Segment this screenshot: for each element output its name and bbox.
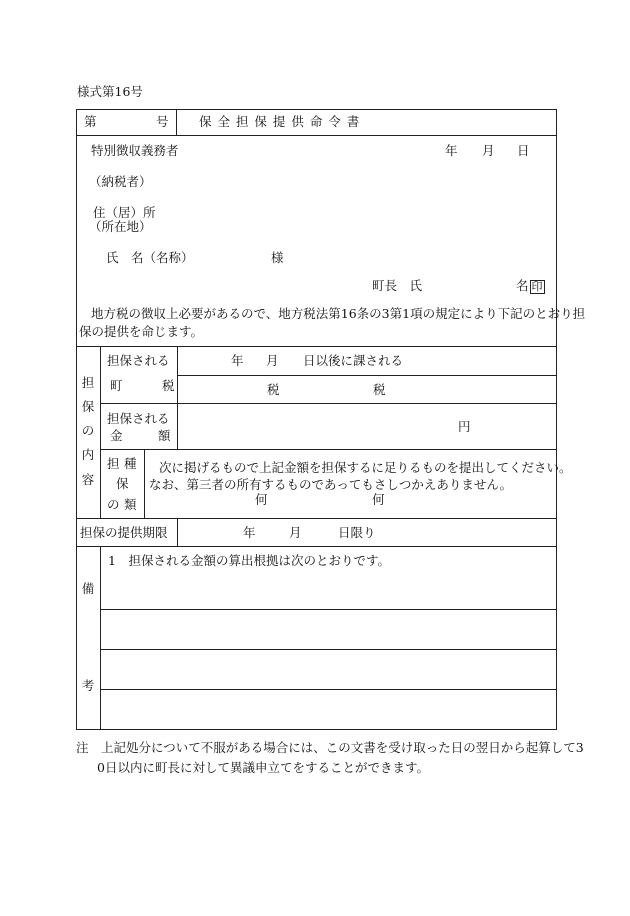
tax-label-char: 税 (162, 378, 175, 393)
amount-label-char: 金 (110, 428, 123, 443)
amount-label-line-1: 担保される (107, 411, 170, 426)
date-year: 年 (445, 143, 458, 158)
issuer-name-suffix (516, 280, 545, 294)
recipient-address: 住（居）所 (93, 205, 156, 220)
deadline-label: 担保の提供期限 (80, 525, 168, 540)
security-section-char: の (81, 423, 95, 438)
kind-text-line-2: なお、第三者の所有するものであってもさしつかえありません。 (149, 477, 513, 492)
recipient-name-label: 氏 名（名称） (106, 250, 194, 265)
kind-label-char: 種 (124, 456, 137, 471)
tax-row-divider (177, 375, 557, 376)
security-section-char: 担 (81, 375, 95, 390)
deadline-divider (177, 518, 178, 546)
recipient-taxpayer: （納税者） (89, 174, 152, 189)
issuer-name-char: 名 (516, 278, 529, 293)
security-section-char: 容 (81, 472, 95, 487)
amount-row-top (100, 403, 557, 404)
kind-label-char: 担 (107, 456, 120, 471)
seal-icon: 印 (531, 280, 543, 293)
recipient-role: 特別徴収義務者 (91, 143, 179, 158)
table-border-right (556, 109, 557, 730)
deadline-month: 月 (289, 525, 302, 540)
deadline-bottom-line (76, 546, 557, 547)
amount-unit: 円 (458, 419, 471, 434)
form-number: 様式第16号 (77, 84, 143, 99)
tax-item: 税 (267, 382, 280, 397)
kind-item: 何 (372, 492, 385, 507)
kind-label-divider (144, 449, 145, 518)
remarks-line (100, 689, 557, 690)
security-label-divider (177, 346, 178, 449)
recipient-honorific: 様 (271, 250, 284, 265)
header-vdivider (176, 109, 177, 136)
date-month: 月 (482, 143, 495, 158)
body-text-line-2: 保の提供を命じます。 (79, 324, 204, 339)
security-section-char: 内 (81, 447, 95, 462)
kind-label-char: 類 (124, 497, 137, 512)
kind-label-char: 保 (116, 476, 129, 491)
header-divider (76, 135, 557, 136)
note-line-2: 0日以内に町長に対して異議申立てをすることができます。 (97, 760, 429, 775)
kind-item: 何 (255, 492, 268, 507)
kind-row-top (100, 449, 557, 450)
kind-text-line-1: 次に掲げるもので上記金額を担保するに足りるものを提出してください。 (159, 460, 572, 475)
remarks-char: 考 (81, 678, 95, 693)
security-top-line (76, 346, 557, 347)
body-text-line-1: 地方税の徴収上必要があるので、地方税法第16条の3第1項の規定により下記のとおり担 (91, 306, 586, 321)
document-number-suffix: 号 (156, 114, 169, 129)
document-title: 保 全 担 保 提 供 命 令 書 (199, 114, 361, 129)
remarks-line-1: 1 担保される金額の算出根拠は次のとおりです。 (108, 553, 390, 568)
remarks-divider (100, 546, 101, 730)
remarks-line (100, 609, 557, 610)
recipient-location: （所在地） (89, 219, 152, 234)
note-line-1: 注 上記処分について不服がある場合には、この文書を受け取った日の翌日から起算して3 (76, 740, 584, 755)
deadline-day: 日限り (338, 525, 376, 540)
tax-month: 月 (266, 353, 279, 368)
amount-label-char: 額 (158, 428, 171, 443)
kind-label-char: の (107, 497, 120, 512)
table-border-top (76, 109, 557, 110)
tax-label-char: 町 (110, 378, 123, 393)
deadline-year: 年 (243, 525, 256, 540)
tax-rest: 日以後に課される (303, 353, 404, 368)
table-border-left (76, 109, 77, 730)
tax-label-line-1: 担保される (107, 353, 170, 368)
tax-item: 税 (373, 382, 386, 397)
table-border-bottom (76, 729, 557, 730)
remarks-char: 備 (81, 581, 95, 596)
security-bottom-line (76, 518, 557, 519)
security-section-char: 保 (81, 399, 95, 414)
tax-year: 年 (231, 353, 244, 368)
issuer-title: 町長 氏 (372, 278, 423, 293)
document-number-prefix: 第 (84, 114, 97, 129)
security-left-divider (100, 346, 101, 518)
remarks-line (100, 649, 557, 650)
date-day: 日 (517, 143, 530, 158)
